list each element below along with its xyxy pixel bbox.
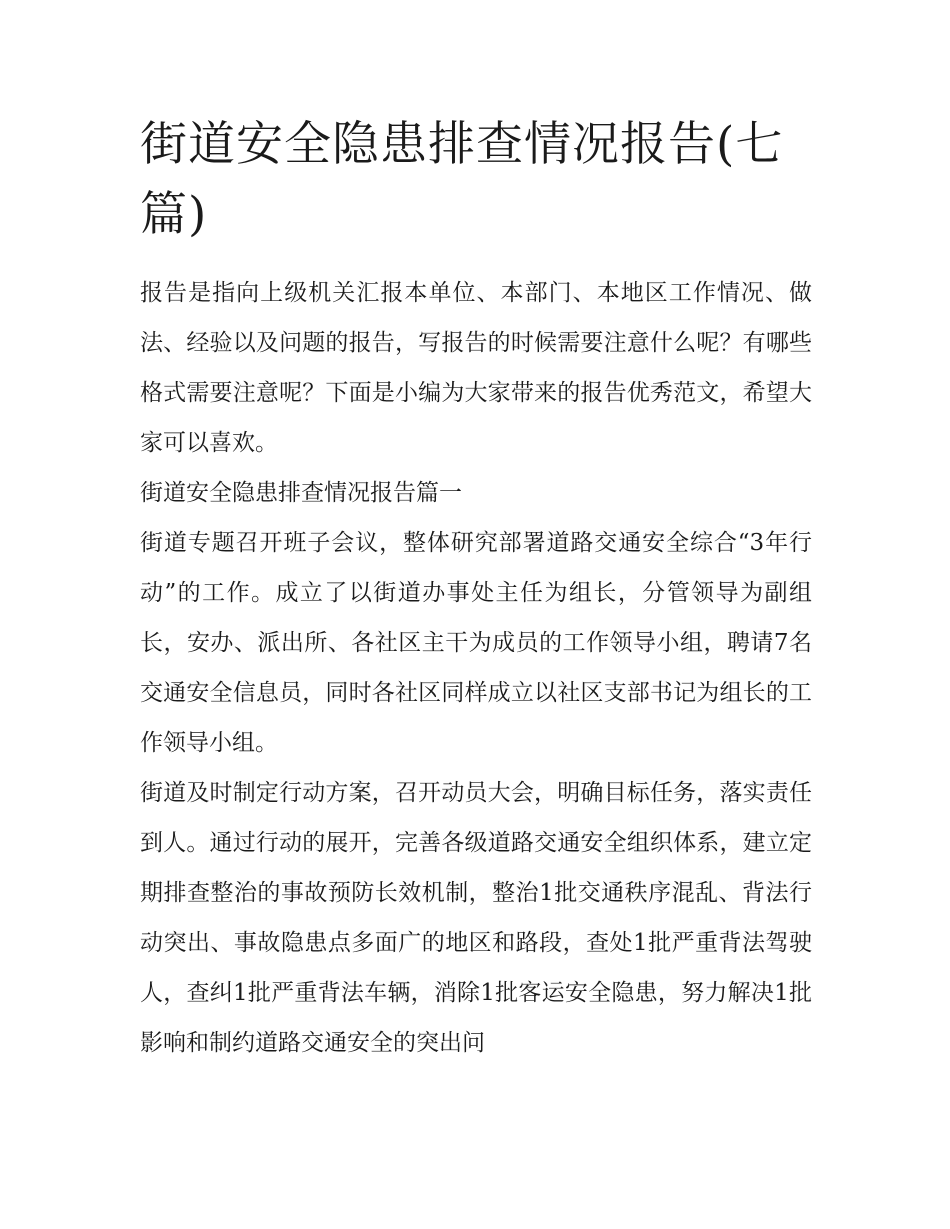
document-title: 街道安全隐患排查情况报告(七篇) xyxy=(140,117,784,242)
body-paragraph-2: 街道及时制定行动方案，召开动员大会，明确目标任务，落实责任到人。通过行动的展开，完善各级道路交通安全组织体系，建立定期排查整治的事故预防长效机制，整治1批交通秩序混乱、背法行动突出、事故隐患点多面广的地区和路段，查处1批严重背法驾驶人，查纠1批严重背法车辆，消除1批客运安全隐患，努力解决1批影响和制约道路交通安全的突出问 xyxy=(140,780,812,1056)
intro-paragraph: 报告是指向上级机关汇报本单位、本部门、本地区工作情况、做法、经验以及问题的报告，写报告的时候需要注意什么呢？有哪些格式需要注意呢？下面是小编为大家带来的报告优秀范文，希望大家可以喜欢。 xyxy=(140,280,812,456)
document-page xyxy=(140,110,812,1068)
section-heading: 街道安全隐患排查情况报告篇一 xyxy=(140,480,462,506)
body-paragraph-1: 街道专题召开班子会议，整体研究部署道路交通安全综合“3年行动”的工作。成立了以街道办事处主任为组长，分管领导为副组长，安办、派出所、各社区主干为成员的工作领导小组，聘请7名交通安全信息员，同时各社区同样成立以社区支部书记为组长的工作领导小组。 xyxy=(140,530,812,756)
